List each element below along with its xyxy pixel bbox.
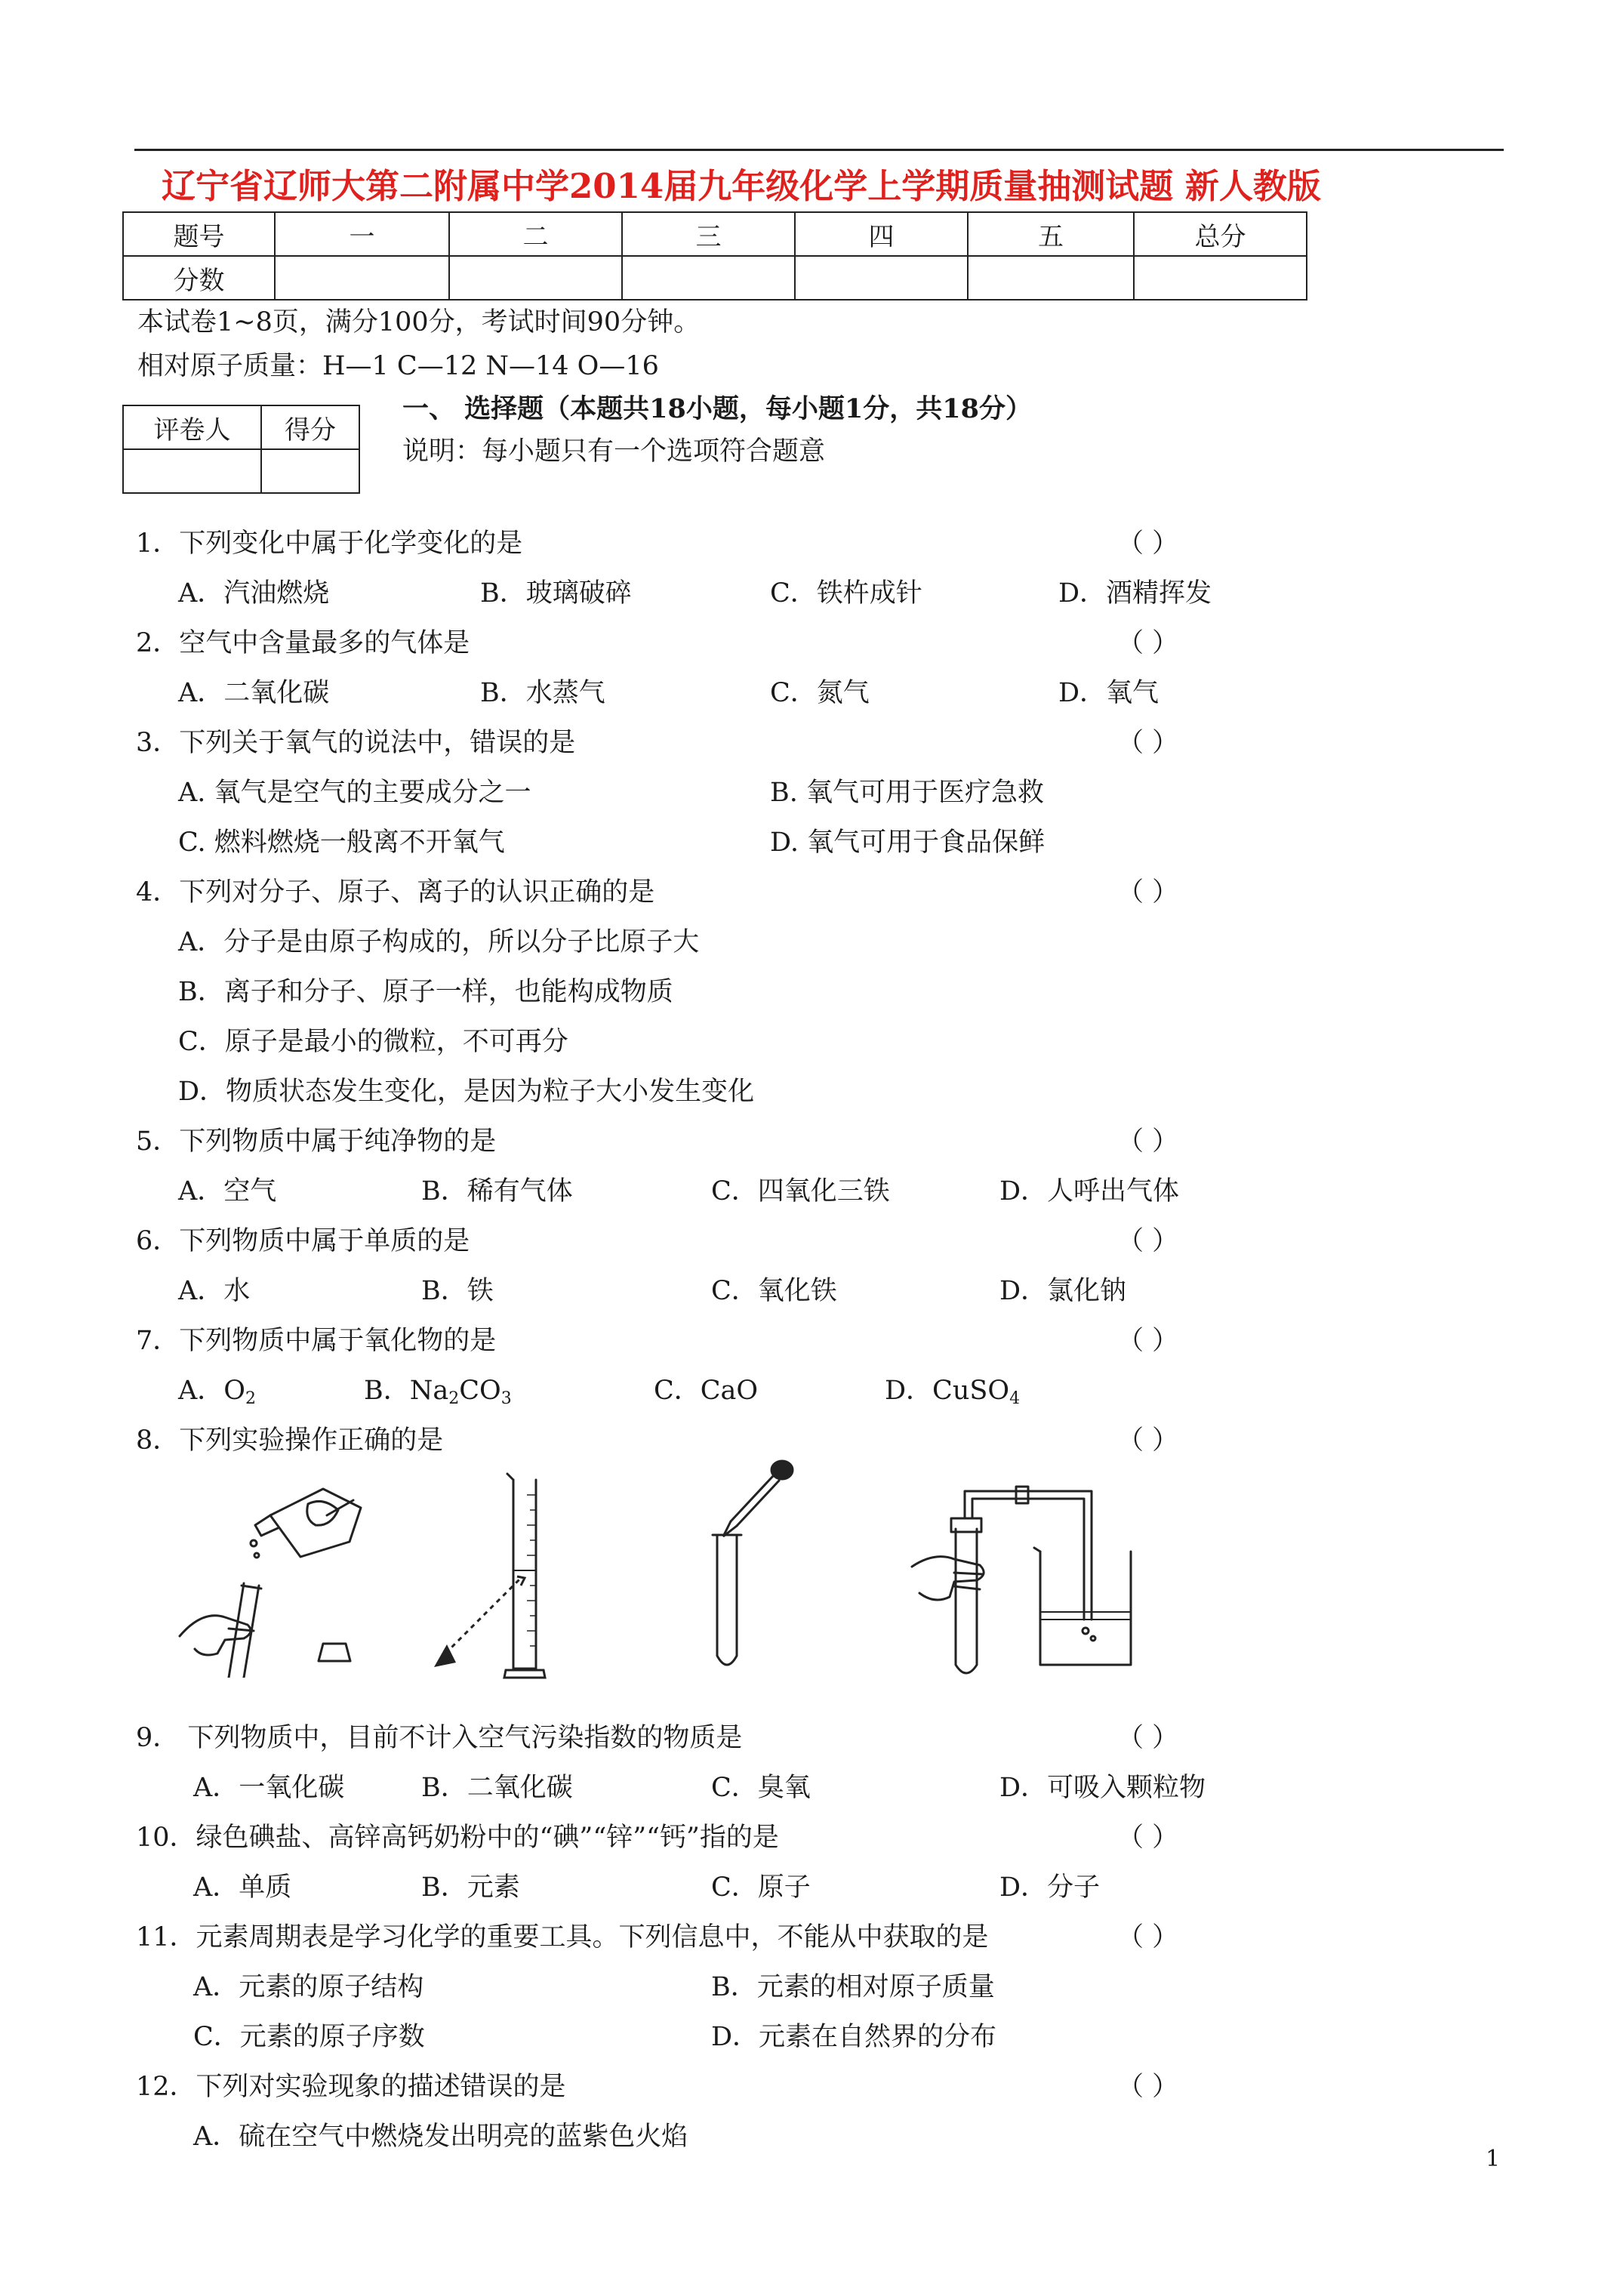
score-header-cell: 题号 (123, 212, 275, 256)
option: B．稀有气体 (421, 1176, 573, 1207)
score-header-cell: 四 (795, 212, 968, 256)
option: A．单质 (193, 1872, 292, 1903)
answer-blank[interactable]: （ ） (1117, 1723, 1179, 1753)
question-stem: 3．下列关于氧气的说法中，错误的是 (136, 728, 576, 758)
lab-pouring-liquid-figure (172, 1474, 399, 1678)
option: C．元素的原子序数 (193, 2022, 425, 2052)
question-stem: 7．下列物质中属于氧化物的是 (136, 1326, 497, 1356)
option: B．玻璃破碎 (480, 578, 632, 609)
score-header-cell: 二 (449, 212, 622, 256)
option: D．人呼出气体 (999, 1176, 1180, 1207)
question-stem: 5．下列物质中属于纯净物的是 (136, 1126, 497, 1157)
option: A．$O_2$ (178, 1376, 256, 1408)
question-stem: 11．元素周期表是学习化学的重要工具。下列信息中，不能从中获取的是 (136, 1922, 989, 1952)
answer-blank[interactable]: （ ） (1117, 529, 1179, 559)
intro-line-1: 本试卷1~8页，满分100分，考试时间90分钟。 (137, 307, 701, 337)
option: C．原子 (711, 1872, 811, 1903)
lab-dropper-figure (701, 1453, 806, 1684)
option: D．氯化钠 (999, 1276, 1127, 1306)
answer-blank[interactable]: （ ） (1117, 877, 1179, 908)
answer-blank[interactable]: （ ） (1117, 728, 1179, 758)
question-stem: 6．下列物质中属于单质的是 (136, 1226, 470, 1256)
header-rule (134, 149, 1504, 151)
grader-cell[interactable] (123, 449, 261, 493)
option: C．氮气 (770, 678, 870, 708)
score-table (122, 211, 1307, 300)
score-header: 得分 (261, 405, 359, 449)
option: C．氧化铁 (711, 1276, 837, 1306)
score-cell[interactable] (449, 256, 622, 300)
answer-blank[interactable]: （ ） (1117, 1823, 1179, 1853)
lab-graduated-cylinder-figure (423, 1465, 574, 1684)
score-cell[interactable] (795, 256, 968, 300)
option: A．一氧化碳 (193, 1773, 345, 1803)
score-cell[interactable] (1134, 256, 1307, 300)
option: D．分子 (999, 1872, 1101, 1903)
answer-blank[interactable]: （ ） (1117, 1425, 1179, 1456)
question-stem: 1．下列变化中属于化学变化的是 (136, 529, 523, 559)
answer-blank[interactable]: （ ） (1117, 1326, 1179, 1356)
option: A．空气 (178, 1176, 277, 1207)
option: A．水 (178, 1276, 251, 1306)
option: C. 燃料燃烧一般离不开氧气 (178, 827, 505, 858)
question-stem: 8．下列实验操作正确的是 (136, 1425, 444, 1456)
score-cell[interactable] (275, 256, 449, 300)
score-header-cell: 总分 (1134, 212, 1307, 256)
option: B．元素 (421, 1872, 520, 1903)
grader-header: 评卷人 (123, 405, 261, 449)
option: D．氧气 (1058, 678, 1160, 708)
lab-airtightness-check-figure (904, 1476, 1176, 1684)
option: D．酒精挥发 (1058, 578, 1212, 609)
page-title: 辽宁省辽师大第二附属中学2014届九年级化学上学期质量抽测试题 新人教版 (162, 166, 1321, 206)
option: C．CaO (654, 1376, 759, 1406)
question-stem: 12．下列对实验现象的描述错误的是 (136, 2072, 566, 2102)
option: A．汽油燃烧 (178, 578, 330, 609)
option: A．分子是由原子构成的，所以分子比原子大 (178, 927, 700, 957)
grader-table (122, 405, 360, 494)
score-header-cell: 五 (968, 212, 1134, 256)
option: C．原子是最小的微粒，不可再分 (178, 1027, 568, 1057)
section-title: 一、 选择题（本题共18小题，每小题1分，共18分） (402, 393, 1032, 424)
question-stem: 9． 下列物质中，目前不计入空气污染指数的物质是 (136, 1723, 743, 1753)
question-stem: 4．下列对分子、原子、离子的认识正确的是 (136, 877, 655, 908)
option: B．水蒸气 (480, 678, 605, 708)
score-cell[interactable] (261, 449, 359, 493)
option: C．铁杵成针 (770, 578, 922, 609)
option: B. 氧气可用于医疗急救 (770, 778, 1044, 808)
option: D．物质状态发生变化，是因为粒子大小发生变化 (178, 1077, 755, 1107)
option: D．元素在自然界的分布 (711, 2022, 997, 2052)
section-note: 说明：每小题只有一个选项符合题意 (402, 436, 826, 467)
answer-blank[interactable]: （ ） (1117, 2072, 1179, 2102)
intro-line-2: 相对原子质量：H—1 C—12 N—14 O—16 (137, 351, 659, 381)
option: B．铁 (421, 1276, 494, 1306)
option: A．硫在空气中燃烧发出明亮的蓝紫色火焰 (193, 2122, 688, 2152)
score-cell[interactable] (622, 256, 795, 300)
option: D．可吸入颗粒物 (999, 1773, 1206, 1803)
option: C．四氧化三铁 (711, 1176, 890, 1207)
score-row-label: 分数 (123, 256, 275, 300)
score-header-cell: 一 (275, 212, 449, 256)
answer-blank[interactable]: （ ） (1117, 628, 1179, 658)
option: B．离子和分子、原子一样，也能构成物质 (178, 977, 673, 1007)
option: A. 氧气是空气的主要成分之一 (178, 778, 531, 808)
option: A．元素的原子结构 (193, 1972, 424, 2002)
score-header-cell: 三 (622, 212, 795, 256)
answer-blank[interactable]: （ ） (1117, 1922, 1179, 1952)
option: C．臭氧 (711, 1773, 811, 1803)
option: B．二氧化碳 (421, 1773, 573, 1803)
question-stem: 2．空气中含量最多的气体是 (136, 628, 470, 658)
question-stem: 10．绿色碘盐、高锌高钙奶粉中的“碘”“锌”“钙”指的是 (136, 1823, 779, 1853)
answer-blank[interactable]: （ ） (1117, 1126, 1179, 1157)
option: A．二氧化碳 (178, 678, 330, 708)
score-cell[interactable] (968, 256, 1134, 300)
page-number: 1 (1486, 2146, 1501, 2172)
option: B．元素的相对原子质量 (711, 1972, 995, 2002)
answer-blank[interactable]: （ ） (1117, 1226, 1179, 1256)
option: D．CuSO$_4$ (885, 1376, 1021, 1408)
option: B．$Na_2CO_3$ (364, 1376, 512, 1408)
option: D. 氧气可用于食品保鲜 (770, 827, 1046, 858)
